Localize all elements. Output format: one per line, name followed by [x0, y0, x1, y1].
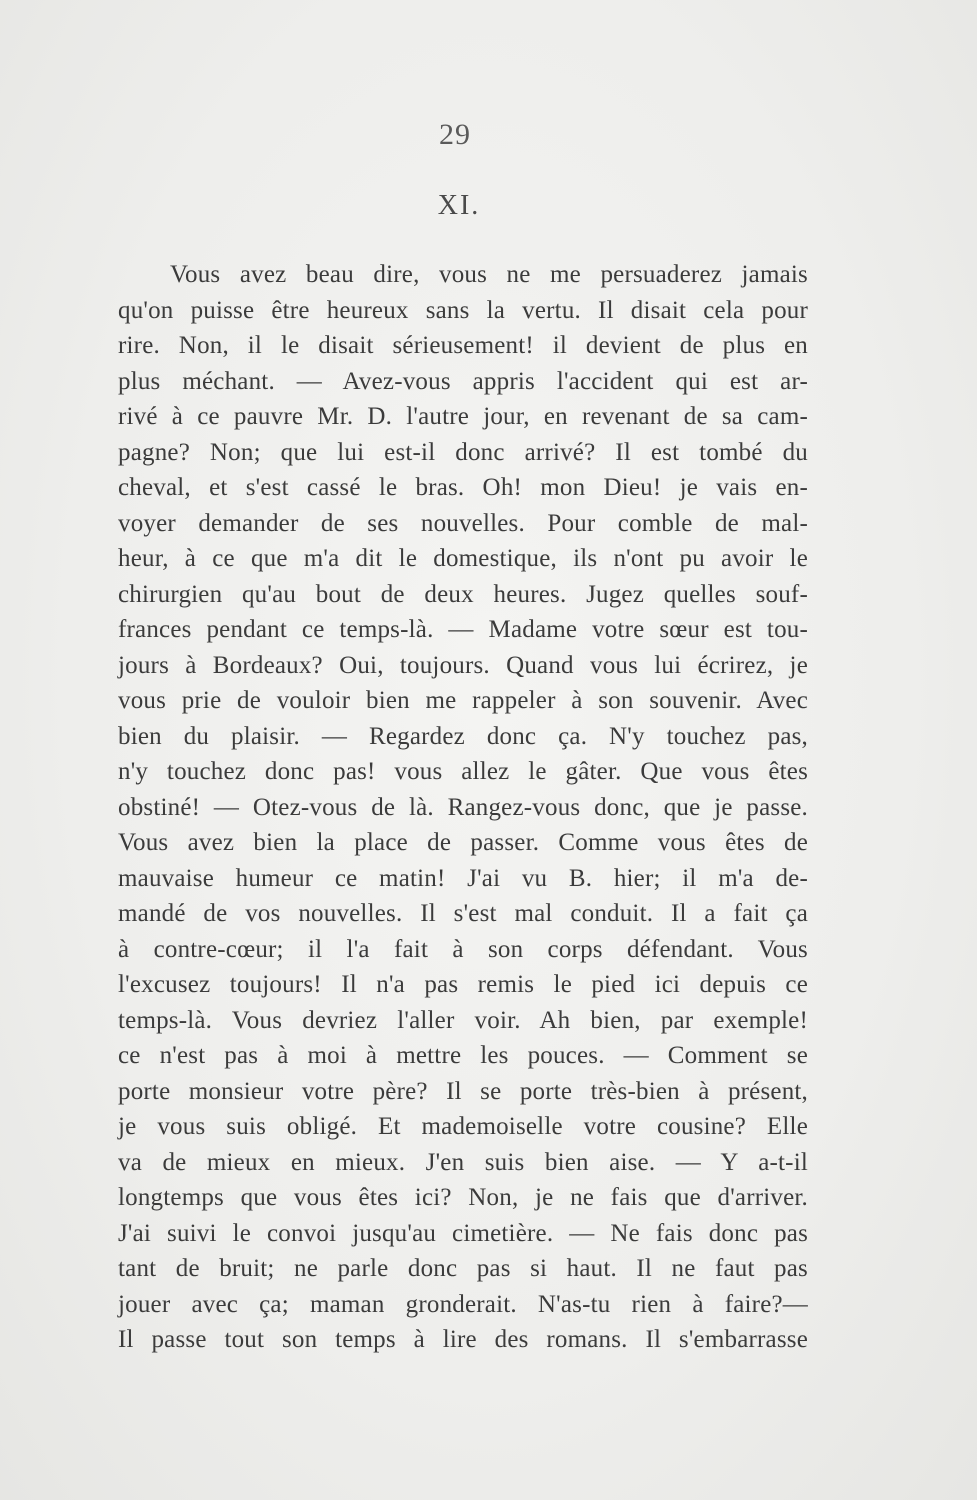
chapter-heading: XI. [437, 190, 481, 221]
text-line: obstiné! — Otez-vous de là. Rangez-vous donc, que je passe. [118, 793, 808, 821]
text-line: bien du plaisir. — Regardez donc ça. N'y touchez pas, [118, 722, 808, 750]
text-line: tant de bruit; ne parle donc pas si haut. Il ne faut pas [118, 1255, 808, 1282]
text-line: l'excusez toujours! Il n'a pas remis le pied ici depuis ce [118, 971, 808, 998]
text-line: chirurgien qu'au bout de deux heures. Jugez quelles souf- [118, 580, 808, 608]
text-line: n'y touchez donc pas! vous allez le gâter. Que vous êtes [118, 758, 808, 785]
text-line: jouer avec ça; maman gronderait. N'as-tu rien à faire?— [118, 1290, 808, 1318]
text-line: mauvaise humeur ce matin! J'ai vu B. hier; il m'a de- [118, 864, 808, 892]
text-line: plus méchant. — Avez-vous appris l'accident qui est ar- [118, 367, 808, 395]
text-line: à contre-cœur; il l'a fait à son corps défendant. Vous [118, 935, 808, 963]
text-line: J'ai suivi le convoi jusqu'au cimetière. — Ne fais donc pas [118, 1219, 808, 1247]
page-number: 29 [439, 118, 471, 151]
text-line: Il passe tout son temps à lire des romans. Il s'embarrasse [118, 1326, 808, 1353]
text-line: voyer demander de ses nouvelles. Pour comble de mal- [118, 509, 808, 537]
text-line: longtemps que vous êtes ici? Non, je ne fais que d'arriver. [118, 1184, 808, 1211]
text-line: Vous avez beau dire, vous ne me persuaderez jamais [170, 261, 808, 288]
text-line: vous prie de vouloir bien me rappeler à son souvenir. Avec [118, 687, 808, 714]
text-line: temps-là. Vous devriez l'aller voir. Ah bien, par exemple! [118, 1006, 808, 1034]
text-line: Vous avez bien la place de passer. Comme vous êtes de [118, 829, 808, 856]
text-line: heur, à ce que m'a dit le domestique, ils n'ont pu avoir le [118, 545, 808, 572]
body-text [118, 257, 808, 1358]
text-line: rivé à ce pauvre Mr. D. l'autre jour, en revenant de sa cam- [118, 403, 808, 430]
text-line: porte monsieur votre père? Il se porte très-bien à présent, [118, 1077, 808, 1105]
text-line: rire. Non, il le disait sérieusement! il devient de plus en [118, 332, 808, 359]
text-line: qu'on puisse être heureux sans la vertu. Il disait cela pour [118, 296, 808, 324]
text-line: je vous suis obligé. Et mademoiselle votre cousine? Elle [118, 1113, 808, 1140]
text-line: jours à Bordeaux? Oui, toujours. Quand vous lui écrirez, je [118, 651, 808, 679]
text-line: pagne? Non; que lui est-il donc arrivé? Il est tombé du [118, 438, 808, 466]
text-line: mandé de vos nouvelles. Il s'est mal conduit. Il a fait ça [118, 900, 808, 927]
text-line: va de mieux en mieux. J'en suis bien aise. — Y a-t-il [118, 1148, 808, 1176]
text-line: cheval, et s'est cassé le bras. Oh! mon Dieu! je vais en- [118, 474, 808, 501]
text-line: frances pendant ce temps-là. — Madame votre sœur est tou- [118, 616, 808, 643]
text-line: ce n'est pas à moi à mettre les pouces. — Comment se [118, 1042, 808, 1069]
